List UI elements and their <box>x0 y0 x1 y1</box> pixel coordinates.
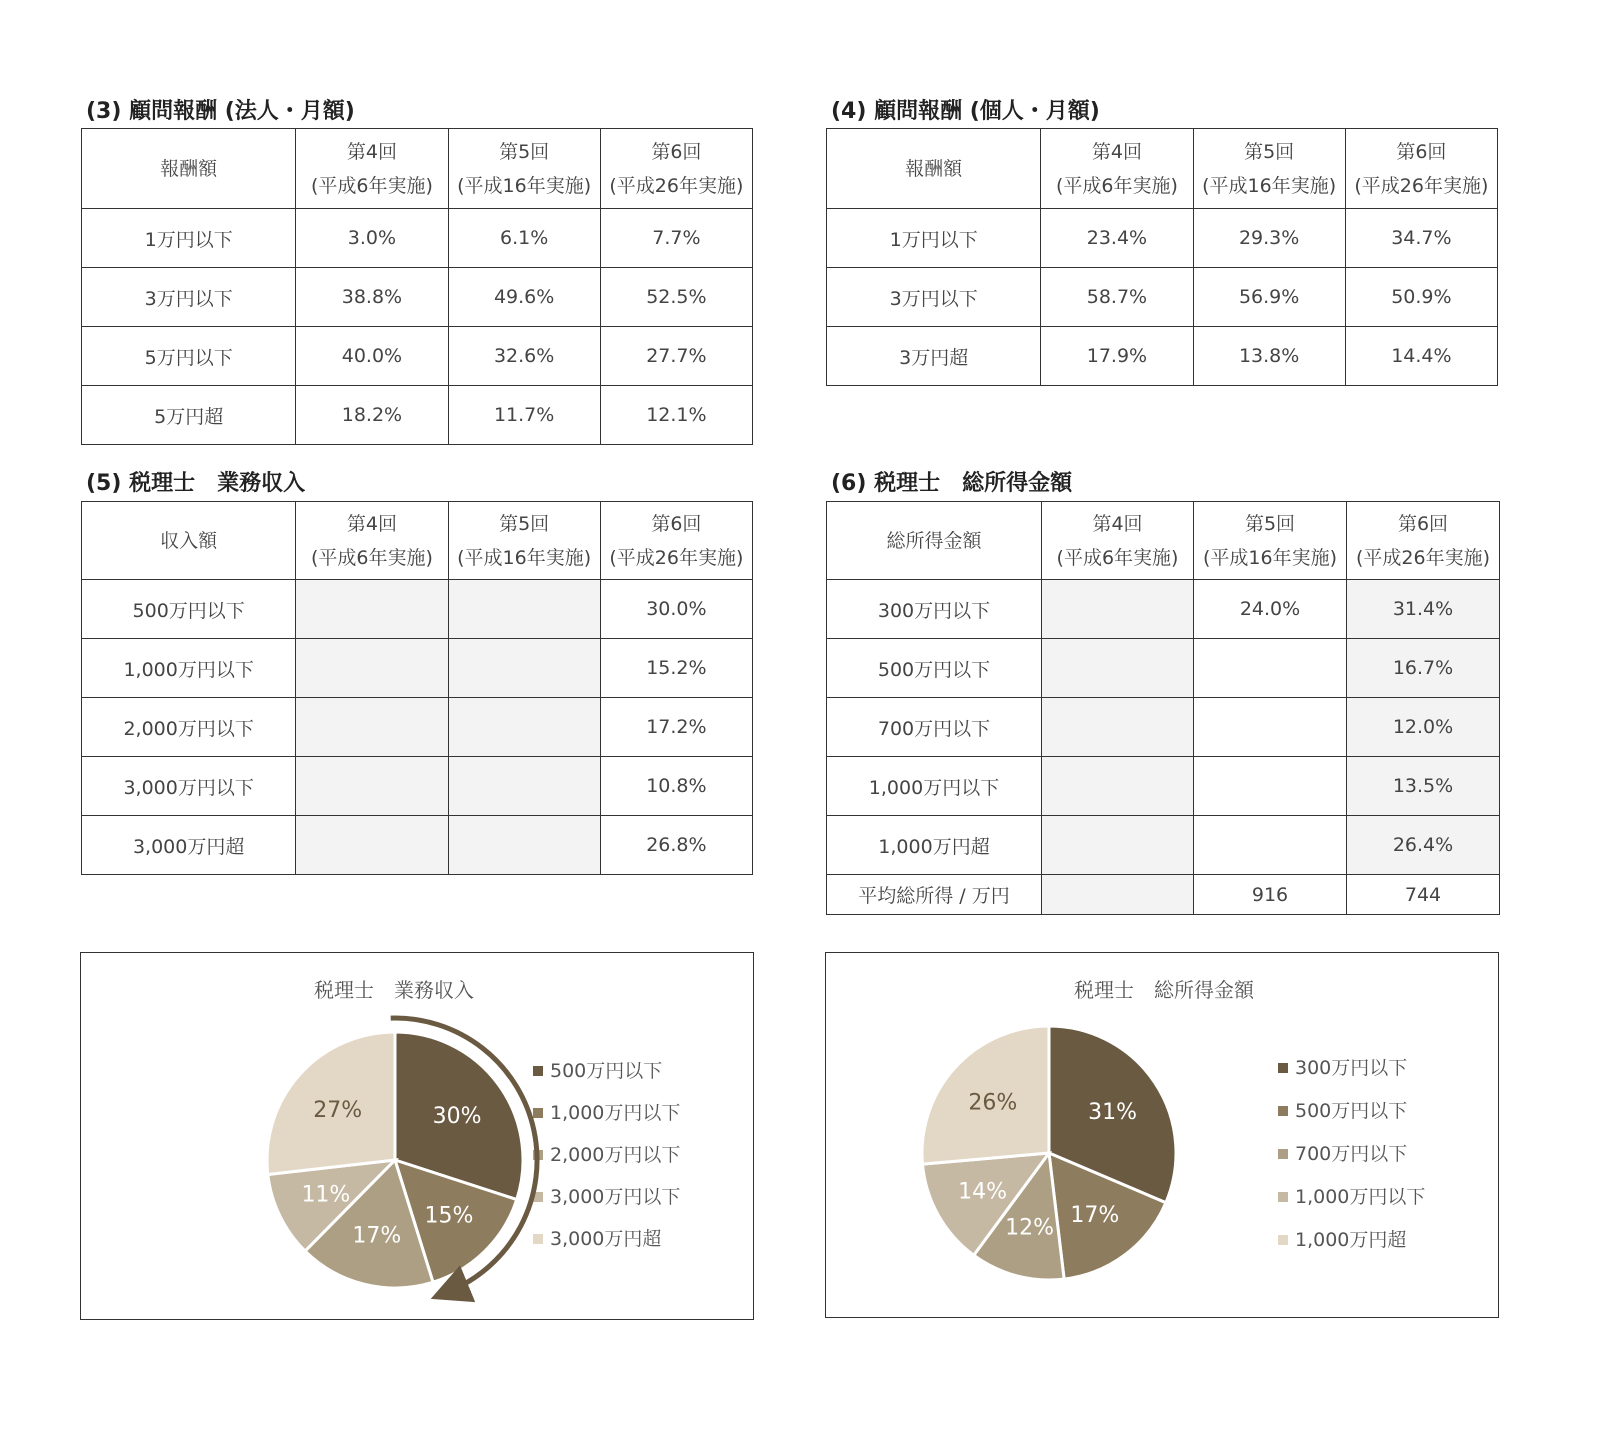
section-title-4: (4) 顧問報酬 (個人・月額) <box>831 99 1100 124</box>
table-row <box>82 698 753 757</box>
legend-swatch <box>1278 1063 1288 1073</box>
cell: 32.6% <box>448 327 600 386</box>
row-label: 1,000万円超 <box>827 816 1042 875</box>
row-label: 500万円以下 <box>827 639 1042 698</box>
cell <box>1194 698 1347 757</box>
header-cell: 第5回 (平成16年実施) <box>448 502 600 580</box>
legend-item: 500万円以下 <box>550 1060 663 1082</box>
cell: 40.0% <box>296 327 448 386</box>
cell <box>1042 757 1194 816</box>
row-label: 5万円超 <box>82 386 296 445</box>
legend-swatch <box>533 1234 543 1244</box>
chart-total-income <box>825 952 1499 1318</box>
section-title-6: (6) 税理士 総所得金額 <box>831 471 1073 496</box>
header-cell: 第6回 (平成26年実施) <box>1347 502 1500 580</box>
cell: 34.7% <box>1345 209 1497 268</box>
header-cell: 第4回 (平成6年実施) <box>296 502 448 580</box>
header-cell: 第5回 (平成16年実施) <box>1194 502 1347 580</box>
table-corporate-fee <box>81 128 753 445</box>
cell: 12.1% <box>600 386 752 445</box>
legend-swatch <box>533 1108 543 1118</box>
table-total-income <box>826 501 1500 915</box>
cell: 6.1% <box>448 209 600 268</box>
cell <box>1042 816 1194 875</box>
table-row <box>827 639 1500 698</box>
cell <box>1042 639 1194 698</box>
legend-item: 300万円以下 <box>1295 1057 1408 1079</box>
cell: 50.9% <box>1345 268 1497 327</box>
table-business-income <box>81 501 753 875</box>
table-individual-fee <box>826 128 1498 386</box>
header-cell: 第4回 (平成6年実施) <box>1041 129 1193 209</box>
table-row <box>82 816 753 875</box>
pie-chart-business-income <box>81 953 752 1318</box>
cell: 916 <box>1194 875 1347 915</box>
cell: 7.7% <box>600 209 752 268</box>
table-header-row <box>82 129 753 209</box>
data-label: 17% <box>352 1223 402 1249</box>
cell: 49.6% <box>448 268 600 327</box>
cell <box>1042 580 1194 639</box>
cell <box>1194 639 1347 698</box>
table-row <box>827 268 1498 327</box>
cell: 14.4% <box>1345 327 1497 386</box>
header-cell: 収入額 <box>82 502 296 580</box>
header-cell: 報酬額 <box>82 129 296 209</box>
cell: 27.7% <box>600 327 752 386</box>
cell <box>296 816 448 875</box>
legend-item: 3,000万円超 <box>550 1228 662 1250</box>
row-label: 300万円以下 <box>827 580 1042 639</box>
row-label: 1万円以下 <box>82 209 296 268</box>
header-cell: 第4回 (平成6年実施) <box>296 129 448 209</box>
legend-item: 500万円以下 <box>1295 1100 1408 1122</box>
table-row <box>82 757 753 816</box>
cell: 17.2% <box>600 698 752 757</box>
cell: 56.9% <box>1193 268 1345 327</box>
chart-business-income <box>80 952 754 1320</box>
cell <box>448 757 600 816</box>
cell: 13.5% <box>1347 757 1500 816</box>
cell: 26.8% <box>600 816 752 875</box>
data-label: 14% <box>958 1179 1008 1205</box>
cell <box>448 580 600 639</box>
table-row <box>827 209 1498 268</box>
legend-item: 700万円以下 <box>1295 1143 1408 1165</box>
row-label: 平均総所得 / 万円 <box>827 875 1042 915</box>
table-row <box>82 386 753 445</box>
legend-item: 1,000万円以下 <box>550 1102 681 1124</box>
row-label: 3万円超 <box>827 327 1041 386</box>
legend-item: 1,000万円超 <box>1295 1229 1407 1251</box>
header-cell: 総所得金額 <box>827 502 1042 580</box>
cell <box>296 639 448 698</box>
header-cell: 第6回 (平成26年実施) <box>600 502 752 580</box>
table-row <box>827 875 1500 915</box>
header-cell: 第4回 (平成6年実施) <box>1042 502 1194 580</box>
table-row <box>82 327 753 386</box>
table-header-row <box>827 129 1498 209</box>
data-label: 30% <box>432 1103 482 1129</box>
table-header-row <box>82 502 753 580</box>
cell: 38.8% <box>296 268 448 327</box>
legend-swatch <box>1278 1235 1288 1245</box>
cell <box>1042 698 1194 757</box>
cell <box>1042 875 1194 915</box>
cell: 24.0% <box>1194 580 1347 639</box>
data-label: 15% <box>424 1203 474 1229</box>
header-cell: 第6回 (平成26年実施) <box>600 129 752 209</box>
cell <box>296 757 448 816</box>
cell <box>1194 816 1347 875</box>
data-label: 26% <box>968 1090 1018 1116</box>
cell: 18.2% <box>296 386 448 445</box>
row-label: 3万円以下 <box>82 268 296 327</box>
cell: 13.8% <box>1193 327 1345 386</box>
cell: 23.4% <box>1041 209 1193 268</box>
cell <box>448 639 600 698</box>
table-row <box>82 580 753 639</box>
section-title-3: (3) 顧問報酬 (法人・月額) <box>86 99 355 124</box>
header-cell: 第6回 (平成26年実施) <box>1345 129 1497 209</box>
table-row <box>82 268 753 327</box>
legend-swatch <box>533 1066 543 1076</box>
header-cell: 第5回 (平成16年実施) <box>1193 129 1345 209</box>
cell <box>448 816 600 875</box>
cell: 10.8% <box>600 757 752 816</box>
data-label: 11% <box>301 1182 351 1208</box>
cell: 11.7% <box>448 386 600 445</box>
table-row <box>827 757 1500 816</box>
data-label: 17% <box>1070 1202 1120 1228</box>
legend-item: 3,000万円以下 <box>550 1186 681 1208</box>
table-row <box>827 580 1500 639</box>
cell: 12.0% <box>1347 698 1500 757</box>
cell: 31.4% <box>1347 580 1500 639</box>
table-row <box>827 698 1500 757</box>
data-label: 31% <box>1088 1100 1138 1125</box>
cell <box>448 698 600 757</box>
row-label: 5万円以下 <box>82 327 296 386</box>
data-label: 27% <box>313 1097 363 1123</box>
row-label: 3万円以下 <box>827 268 1041 327</box>
row-label: 1,000万円以下 <box>82 639 296 698</box>
cell: 15.2% <box>600 639 752 698</box>
cell: 16.7% <box>1347 639 1500 698</box>
cell: 58.7% <box>1041 268 1193 327</box>
chart-title: 税理士 総所得金額 <box>1074 978 1254 1002</box>
row-label: 3,000万円以下 <box>82 757 296 816</box>
data-label: 12% <box>1005 1215 1055 1241</box>
cell: 3.0% <box>296 209 448 268</box>
section-title-5: (5) 税理士 業務収入 <box>86 471 306 496</box>
table-row <box>82 209 753 268</box>
row-label: 1万円以下 <box>827 209 1041 268</box>
table-row <box>82 639 753 698</box>
header-cell: 第5回 (平成16年実施) <box>448 129 600 209</box>
cell <box>296 580 448 639</box>
row-label: 2,000万円以下 <box>82 698 296 757</box>
cell: 52.5% <box>600 268 752 327</box>
cell: 29.3% <box>1193 209 1345 268</box>
header-cell: 報酬額 <box>827 129 1041 209</box>
row-label: 500万円以下 <box>82 580 296 639</box>
legend-item: 2,000万円以下 <box>550 1144 681 1166</box>
cell <box>296 698 448 757</box>
row-label: 1,000万円以下 <box>827 757 1042 816</box>
row-label: 3,000万円超 <box>82 816 296 875</box>
cell: 17.9% <box>1041 327 1193 386</box>
cell <box>1194 757 1347 816</box>
chart-title: 税理士 業務収入 <box>314 978 474 1002</box>
row-label: 700万円以下 <box>827 698 1042 757</box>
table-row <box>827 327 1498 386</box>
cell: 26.4% <box>1347 816 1500 875</box>
cell: 30.0% <box>600 580 752 639</box>
legend-swatch <box>1278 1149 1288 1159</box>
cell: 744 <box>1347 875 1500 915</box>
legend-swatch <box>1278 1106 1288 1116</box>
table-header-row <box>827 502 1500 580</box>
pie-chart-total-income <box>826 953 1497 1316</box>
legend-item: 1,000万円以下 <box>1295 1186 1426 1208</box>
table-row <box>827 816 1500 875</box>
legend-swatch <box>1278 1192 1288 1202</box>
